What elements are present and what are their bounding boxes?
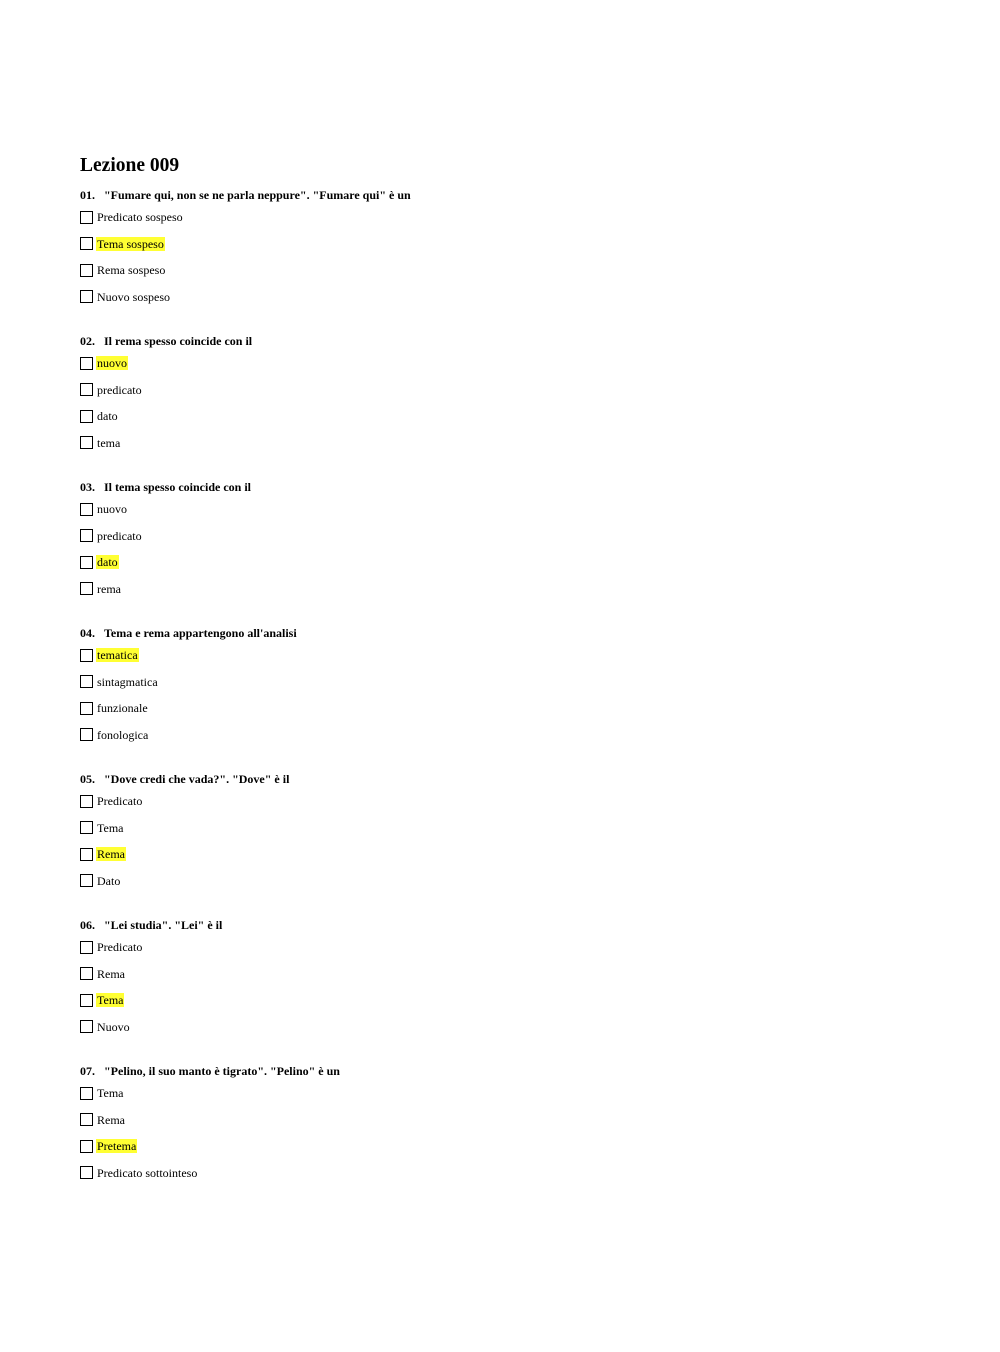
question-text: Tema e rema appartengono all'analisi xyxy=(104,626,297,640)
answer-option-label: Rema xyxy=(97,1112,125,1127)
answer-option-label: Rema sospeso xyxy=(97,263,166,278)
answer-option-correct[interactable] xyxy=(80,350,940,377)
answer-option-correct[interactable] xyxy=(80,1133,940,1160)
checkbox[interactable] xyxy=(80,994,93,1007)
quiz-page xyxy=(80,152,940,1186)
answer-option[interactable] xyxy=(80,1014,940,1041)
checkbox[interactable] xyxy=(80,795,93,808)
answer-option[interactable] xyxy=(80,496,940,523)
checkbox[interactable] xyxy=(80,582,93,595)
answer-option[interactable] xyxy=(80,815,940,842)
answer-option[interactable] xyxy=(80,1080,940,1107)
answer-option-label: dato xyxy=(97,409,118,424)
answer-option-label: Rema xyxy=(97,966,125,981)
question-block xyxy=(80,916,940,1040)
answer-option-label: Nuovo sospeso xyxy=(97,289,171,304)
checkbox[interactable] xyxy=(80,529,93,542)
question-heading xyxy=(80,478,940,496)
question-number: 01. xyxy=(80,188,95,202)
question-number: 04. xyxy=(80,626,95,640)
answer-option-label: predicato xyxy=(97,528,142,543)
checkbox[interactable] xyxy=(80,821,93,834)
answer-option-label: Tema sospeso xyxy=(97,236,164,251)
answer-option[interactable] xyxy=(80,204,940,231)
question-block xyxy=(80,1062,940,1186)
question-list xyxy=(80,186,940,1186)
checkbox[interactable] xyxy=(80,675,93,688)
question-block xyxy=(80,332,940,456)
answer-option-label: dato xyxy=(97,555,118,570)
checkbox[interactable] xyxy=(80,967,93,980)
question-text: "Pelino, il suo manto è tigrato". "Pelino" è un xyxy=(104,1064,340,1078)
answer-option[interactable] xyxy=(80,1160,940,1187)
answer-option-correct[interactable] xyxy=(80,231,940,258)
checkbox[interactable] xyxy=(80,848,93,861)
answer-option-correct[interactable] xyxy=(80,987,940,1014)
answer-option[interactable] xyxy=(80,430,940,457)
checkbox[interactable] xyxy=(80,237,93,250)
answer-option[interactable] xyxy=(80,257,940,284)
answer-option-label: funzionale xyxy=(97,701,148,716)
question-block xyxy=(80,186,940,310)
checkbox[interactable] xyxy=(80,702,93,715)
answer-option[interactable] xyxy=(80,868,940,895)
question-number: 06. xyxy=(80,918,95,932)
answer-option-label: Rema xyxy=(97,847,125,862)
checkbox[interactable] xyxy=(80,211,93,224)
question-text: Il tema spesso coincide con il xyxy=(104,480,251,494)
answer-option-label: Predicato xyxy=(97,794,143,809)
question-heading xyxy=(80,186,940,204)
answer-option-label: predicato xyxy=(97,382,142,397)
question-text: "Fumare qui, non se ne parla neppure". "Fumare qui" è un xyxy=(104,188,411,202)
answer-option[interactable] xyxy=(80,377,940,404)
question-block xyxy=(80,478,940,602)
answer-option-label: Pretema xyxy=(97,1139,137,1154)
answer-option[interactable] xyxy=(80,669,940,696)
answer-option-label: tematica xyxy=(97,648,138,663)
question-number: 03. xyxy=(80,480,95,494)
answer-option-label: sintagmatica xyxy=(97,674,158,689)
answer-option-label: Tema xyxy=(97,993,124,1008)
question-heading xyxy=(80,332,940,350)
answer-option-label: Dato xyxy=(97,873,121,888)
answer-option[interactable] xyxy=(80,403,940,430)
answer-option[interactable] xyxy=(80,523,940,550)
answer-option-label: nuovo xyxy=(97,356,127,371)
answer-option[interactable] xyxy=(80,695,940,722)
answer-option[interactable] xyxy=(80,934,940,961)
question-number: 02. xyxy=(80,334,95,348)
checkbox[interactable] xyxy=(80,1166,93,1179)
question-heading xyxy=(80,916,940,934)
answer-option-correct[interactable] xyxy=(80,549,940,576)
answer-option-correct[interactable] xyxy=(80,642,940,669)
answer-option[interactable] xyxy=(80,576,940,603)
answer-option-correct[interactable] xyxy=(80,841,940,868)
answer-option-label: rema xyxy=(97,581,121,596)
page-title: Lezione 009 xyxy=(80,155,180,176)
answer-option[interactable] xyxy=(80,284,940,311)
checkbox[interactable] xyxy=(80,728,93,741)
question-text: "Dove credi che vada?". "Dove" è il xyxy=(104,772,290,786)
checkbox[interactable] xyxy=(80,357,93,370)
question-text: "Lei studia". "Lei" è il xyxy=(104,918,223,932)
checkbox[interactable] xyxy=(80,264,93,277)
checkbox[interactable] xyxy=(80,941,93,954)
answer-option-label: nuovo xyxy=(97,502,127,517)
question-heading xyxy=(80,1062,940,1080)
checkbox[interactable] xyxy=(80,383,93,396)
answer-option[interactable] xyxy=(80,961,940,988)
checkbox[interactable] xyxy=(80,556,93,569)
checkbox[interactable] xyxy=(80,410,93,423)
checkbox[interactable] xyxy=(80,1087,93,1100)
question-text: Il rema spesso coincide con il xyxy=(104,334,253,348)
checkbox[interactable] xyxy=(80,649,93,662)
answer-option-label: Nuovo xyxy=(97,1019,130,1034)
checkbox[interactable] xyxy=(80,503,93,516)
checkbox[interactable] xyxy=(80,290,93,303)
answer-option-label: tema xyxy=(97,435,121,450)
question-block xyxy=(80,624,940,748)
answer-option[interactable] xyxy=(80,788,940,815)
answer-option-label: Predicato sottointeso xyxy=(97,1165,198,1180)
checkbox[interactable] xyxy=(80,1113,93,1126)
question-heading xyxy=(80,770,940,788)
answer-option[interactable] xyxy=(80,1107,940,1134)
checkbox[interactable] xyxy=(80,1020,93,1033)
question-number: 05. xyxy=(80,772,95,786)
answer-option-label: Predicato xyxy=(97,940,143,955)
question-heading xyxy=(80,624,940,642)
checkbox[interactable] xyxy=(80,436,93,449)
answer-option-label: fonologica xyxy=(97,727,149,742)
checkbox[interactable] xyxy=(80,1140,93,1153)
checkbox[interactable] xyxy=(80,874,93,887)
answer-option[interactable] xyxy=(80,722,940,749)
answer-option-label: Predicato sospeso xyxy=(97,210,183,225)
answer-option-label: Tema xyxy=(97,1086,124,1101)
answer-option-label: Tema xyxy=(97,820,124,835)
question-block xyxy=(80,770,940,894)
question-number: 07. xyxy=(80,1064,95,1078)
